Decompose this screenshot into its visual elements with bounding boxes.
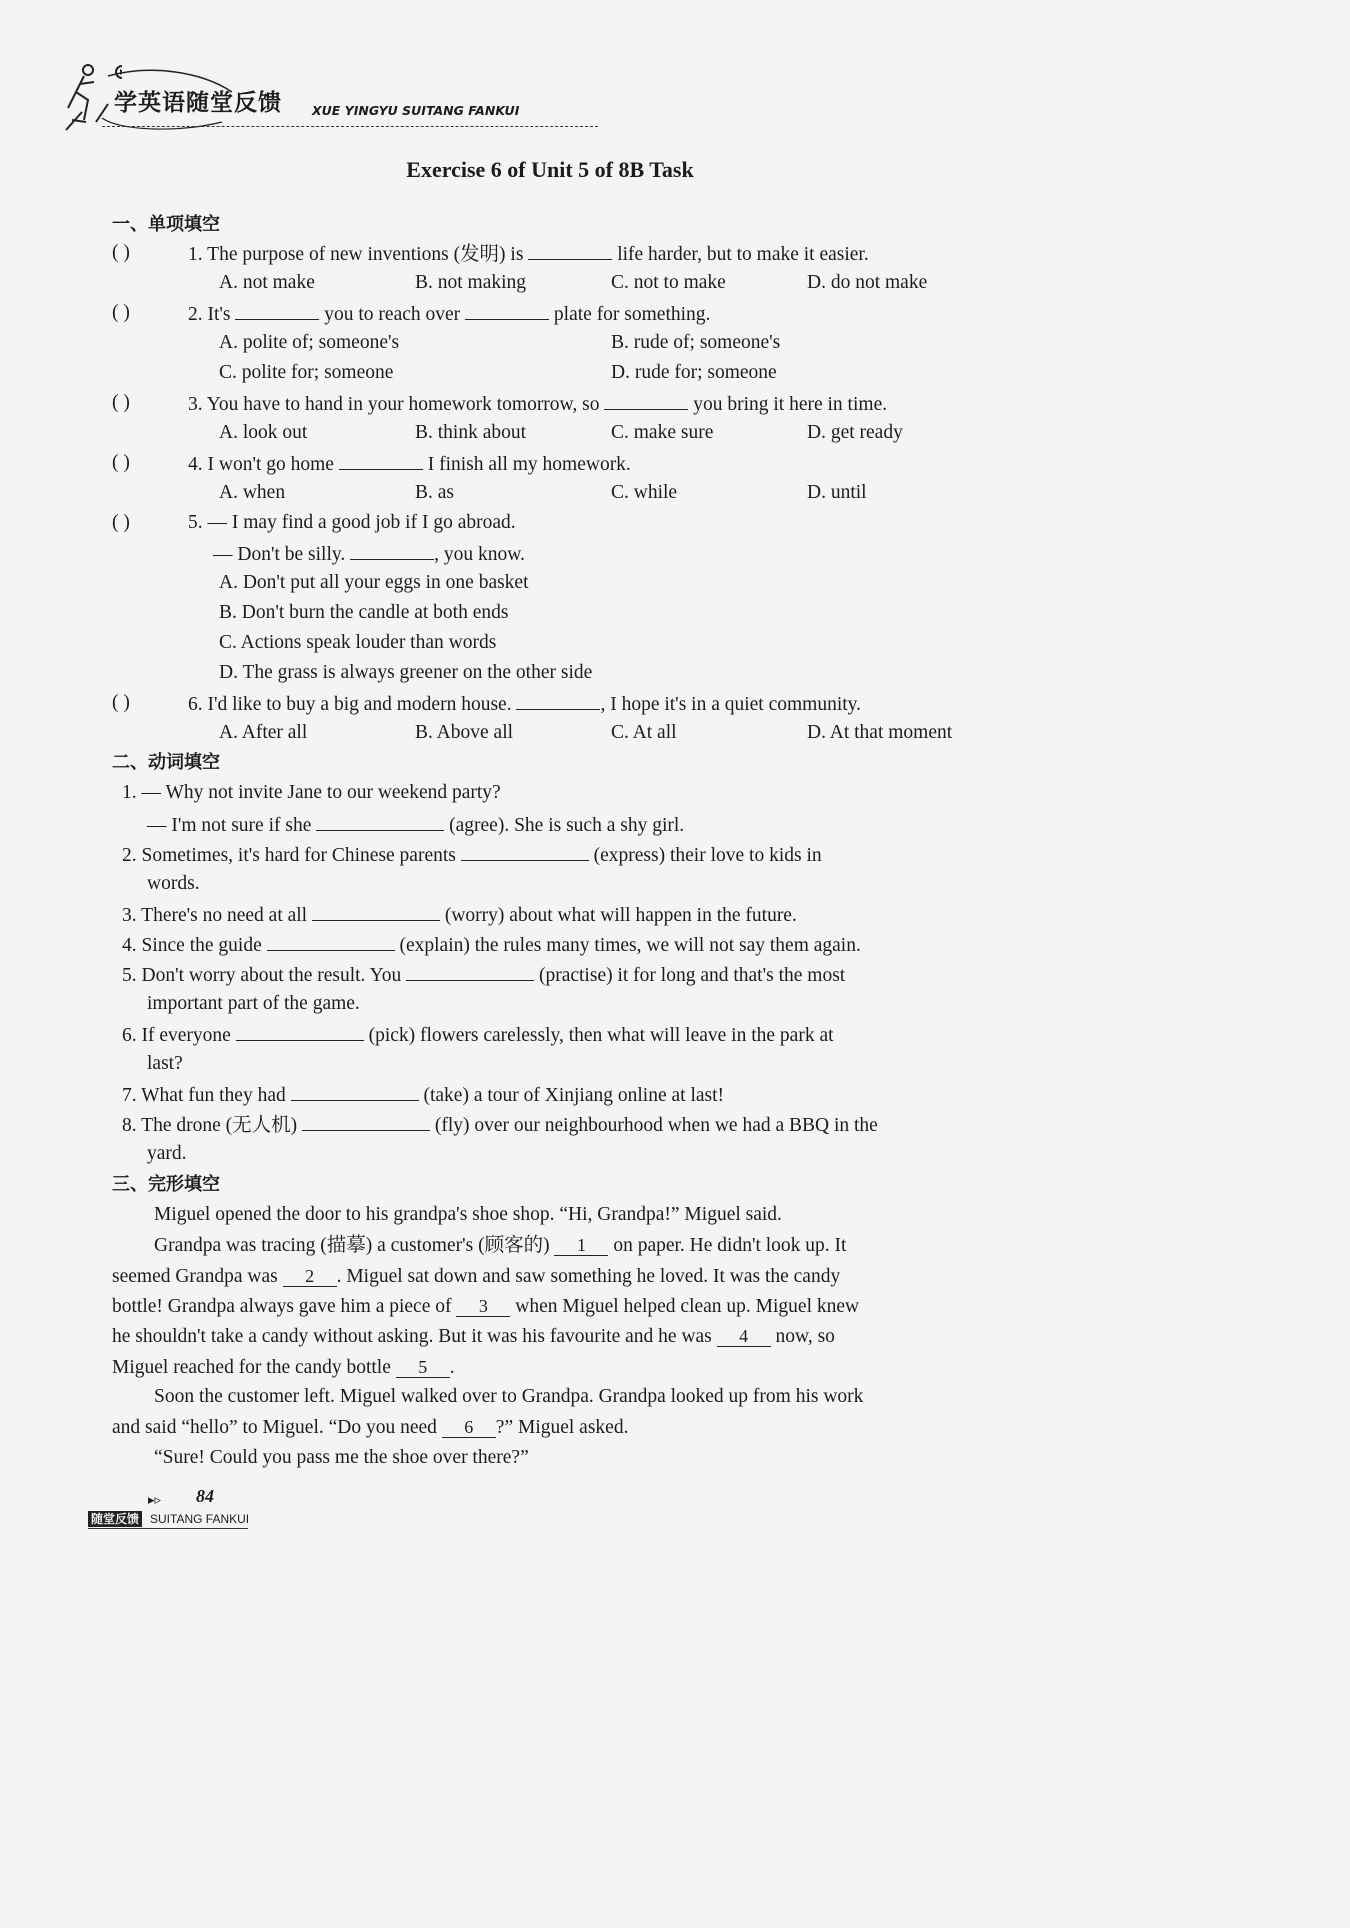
question-text: — I may find a good job if I go abroad.	[207, 512, 516, 533]
passage-text: ?” Miguel asked.	[495, 1417, 629, 1438]
passage-text: Miguel reached for the candy bottle	[112, 1357, 391, 1378]
answer-paren[interactable]: ( )	[112, 302, 130, 323]
question-5	[188, 511, 516, 535]
verb-item-6	[122, 1022, 834, 1048]
item-number: 3.	[122, 905, 137, 926]
question-text: life harder, but to make it easier.	[617, 244, 869, 265]
answer-blank[interactable]	[516, 691, 600, 710]
cloze-blank-4[interactable]: 4	[717, 1324, 771, 1347]
section3-heading: 三、完形填空	[112, 1174, 220, 1195]
answer-blank[interactable]	[604, 391, 688, 410]
verb-item-1-line2	[147, 812, 684, 838]
question-text: You have to hand in your homework tomorrow, so	[206, 394, 600, 415]
section2-heading: 二、动词填空	[112, 752, 220, 773]
item-continuation: words.	[147, 873, 200, 894]
option-c[interactable]: C. make sure	[611, 422, 714, 443]
item-text: The drone (无人机)	[141, 1115, 298, 1136]
item-number: 8.	[122, 1115, 137, 1136]
question-text: I finish all my homework.	[427, 454, 631, 475]
answer-blank[interactable]	[312, 902, 440, 921]
answer-paren[interactable]: ( )	[112, 692, 130, 713]
answer-blank[interactable]	[291, 1082, 419, 1101]
header-brand	[62, 62, 542, 134]
passage-text: and said “hello” to Miguel. “Do you need	[112, 1417, 437, 1438]
passage-text: Grandpa was tracing (描摹) a customer's (顾客的)	[154, 1235, 550, 1256]
option-b[interactable]: B. rude of; someone's	[611, 332, 781, 353]
item-text: (worry) about what will happen in the future.	[444, 905, 797, 926]
brand-chinese: 学英语随堂反馈	[114, 90, 282, 116]
question-text: plate for something.	[553, 304, 711, 325]
question-number: 5.	[188, 512, 203, 533]
option-c[interactable]: C. At all	[611, 722, 677, 743]
item-text: Since the guide	[141, 935, 262, 956]
passage-line	[112, 1355, 455, 1380]
passage-text: .	[449, 1357, 455, 1378]
option-d[interactable]: D. The grass is always greener on the other side	[219, 662, 593, 683]
answer-blank[interactable]	[316, 812, 444, 831]
passage-text: . Miguel sat down and saw something he loved. It was the candy	[336, 1266, 841, 1287]
answer-paren[interactable]: ( )	[112, 392, 130, 413]
verb-item-8	[122, 1112, 878, 1138]
footer-divider	[88, 1528, 248, 1529]
question-text: I'd like to buy a big and modern house.	[207, 694, 512, 715]
question-6	[188, 691, 861, 717]
item-text: (take) a tour of Xinjiang online at last!	[423, 1085, 725, 1106]
passage-line	[112, 1264, 840, 1289]
question-number: 6.	[188, 694, 203, 715]
option-b[interactable]: B. Don't burn the candle at both ends	[219, 602, 509, 623]
passage-line: Miguel opened the door to his grandpa's shoe shop. “Hi, Grandpa!” Miguel said.	[154, 1204, 782, 1225]
item-continuation: last?	[147, 1053, 183, 1074]
question-text: , you know.	[434, 544, 525, 565]
item-number: 4.	[122, 935, 137, 956]
option-d[interactable]: D. get ready	[807, 422, 903, 443]
passage-text: bottle! Grandpa always gave him a piece of	[112, 1296, 452, 1317]
option-c[interactable]: C. Actions speak louder than words	[219, 632, 497, 653]
verb-item-1	[122, 781, 501, 805]
question-number: 1.	[188, 244, 203, 265]
item-text: If everyone	[141, 1025, 231, 1046]
option-a[interactable]: A. not make	[219, 272, 315, 293]
item-text: (practise) it for long and that's the most	[538, 965, 846, 986]
option-a[interactable]: A. look out	[219, 422, 308, 443]
question-text: you to reach over	[324, 304, 461, 325]
question-2	[188, 301, 710, 327]
page-title: Exercise 6 of Unit 5 of 8B Task	[406, 157, 694, 182]
footer-badge: 随堂反馈	[88, 1511, 142, 1527]
option-a[interactable]: A. polite of; someone's	[219, 332, 400, 353]
item-continuation: important part of the game.	[147, 993, 360, 1014]
cloze-blank-6[interactable]: 6	[442, 1415, 496, 1438]
option-a[interactable]: A. After all	[219, 722, 308, 743]
item-text: What fun they had	[141, 1085, 286, 1106]
question-3	[188, 391, 887, 417]
question-number: 4.	[188, 454, 203, 475]
item-number: 1.	[122, 782, 137, 803]
footer-arrows-icon: ▸▹	[148, 1493, 162, 1508]
item-text: (express) their love to kids in	[593, 845, 822, 866]
verb-item-7	[122, 1082, 724, 1108]
item-text: (explain) the rules many times, we will not say them again.	[399, 935, 861, 956]
answer-blank[interactable]	[528, 241, 612, 260]
item-text: There's no need at all	[141, 905, 308, 926]
section1-heading: 一、单项填空	[112, 214, 220, 235]
option-d[interactable]: D. do not make	[807, 272, 928, 293]
answer-blank[interactable]	[236, 1022, 364, 1041]
item-continuation: yard.	[147, 1143, 187, 1164]
option-b[interactable]: B. think about	[415, 422, 527, 443]
question-4	[188, 451, 631, 477]
verb-item-2	[122, 842, 822, 868]
answer-blank[interactable]	[465, 301, 549, 320]
passage-line: “Sure! Could you pass me the shoe over there?”	[154, 1447, 529, 1468]
passage-line	[154, 1233, 846, 1258]
passage-text: he shouldn't take a candy without asking. But it was his favourite and he was	[112, 1326, 712, 1347]
item-number: 2.	[122, 845, 137, 866]
answer-blank[interactable]	[302, 1112, 430, 1131]
page-number: 84	[196, 1486, 214, 1506]
passage-line	[112, 1415, 628, 1440]
passage-text: now, so	[775, 1326, 835, 1347]
option-b[interactable]: B. Above all	[415, 722, 514, 743]
brand-pinyin: XUE YINGYU SUITANG FANKUI	[312, 103, 520, 118]
option-c[interactable]: C. while	[611, 482, 678, 503]
answer-paren[interactable]: ( )	[112, 242, 130, 263]
passage-text: when Miguel helped clean up. Miguel knew	[515, 1296, 860, 1317]
verb-item-3	[122, 902, 797, 928]
question-text: , I hope it's in a quiet community.	[600, 694, 862, 715]
answer-paren[interactable]: ( )	[112, 512, 130, 533]
question-number: 3.	[188, 394, 203, 415]
header-divider	[102, 126, 598, 127]
question-text: — Don't be silly.	[213, 544, 346, 565]
cloze-blank-1[interactable]: 1	[554, 1233, 608, 1256]
answer-paren[interactable]: ( )	[112, 452, 130, 473]
option-a[interactable]: A. when	[219, 482, 286, 503]
question-text: It's	[207, 304, 231, 325]
option-b[interactable]: B. as	[415, 482, 454, 503]
passage-text: seemed Grandpa was	[112, 1266, 278, 1287]
passage-text: on paper. He didn't look up. It	[613, 1235, 847, 1256]
question-5-line2	[213, 541, 525, 567]
footer-brand: SUITANG FANKUI	[150, 1512, 250, 1526]
cloze-blank-5[interactable]: 5	[396, 1355, 450, 1378]
item-text: (agree). She is such a shy girl.	[449, 815, 685, 836]
question-text: I won't go home	[207, 454, 334, 475]
item-text: — I'm not sure if she	[147, 815, 312, 836]
item-number: 7.	[122, 1085, 137, 1106]
question-1	[188, 241, 869, 267]
option-d[interactable]: D. until	[807, 482, 867, 503]
option-c[interactable]: C. polite for; someone	[219, 362, 394, 383]
option-d[interactable]: D. rude for; someone	[611, 362, 777, 383]
answer-blank[interactable]	[461, 842, 589, 861]
item-number: 5.	[122, 965, 137, 986]
answer-blank[interactable]	[406, 962, 534, 981]
passage-line	[112, 1324, 835, 1349]
item-text: — Why not invite Jane to our weekend party?	[141, 782, 501, 803]
passage-line: Soon the customer left. Miguel walked over to Grandpa. Grandpa looked up from his work	[154, 1386, 864, 1407]
answer-blank[interactable]	[235, 301, 319, 320]
item-text: (pick) flowers carelessly, then what will leave in the park at	[368, 1025, 834, 1046]
option-a[interactable]: A. Don't put all your eggs in one basket	[219, 572, 529, 593]
passage-line	[112, 1294, 859, 1319]
verb-item-5	[122, 962, 845, 988]
answer-blank[interactable]	[267, 932, 395, 951]
answer-blank[interactable]	[350, 541, 434, 560]
option-d[interactable]: D. At that moment	[807, 722, 953, 743]
answer-blank[interactable]	[339, 451, 423, 470]
verb-item-4	[122, 932, 861, 958]
option-b[interactable]: B. not making	[415, 272, 527, 293]
cloze-blank-2[interactable]: 2	[283, 1264, 337, 1287]
item-text: Sometimes, it's hard for Chinese parents	[141, 845, 456, 866]
question-text: The purpose of new inventions (发明) is	[207, 244, 524, 265]
item-text: (fly) over our neighbourhood when we had a BBQ in the	[434, 1115, 878, 1136]
question-text: you bring it here in time.	[693, 394, 888, 415]
option-c[interactable]: C. not to make	[611, 272, 726, 293]
item-text: Don't worry about the result. You	[141, 965, 402, 986]
question-number: 2.	[188, 304, 203, 325]
item-number: 6.	[122, 1025, 137, 1046]
cloze-blank-3[interactable]: 3	[456, 1294, 510, 1317]
